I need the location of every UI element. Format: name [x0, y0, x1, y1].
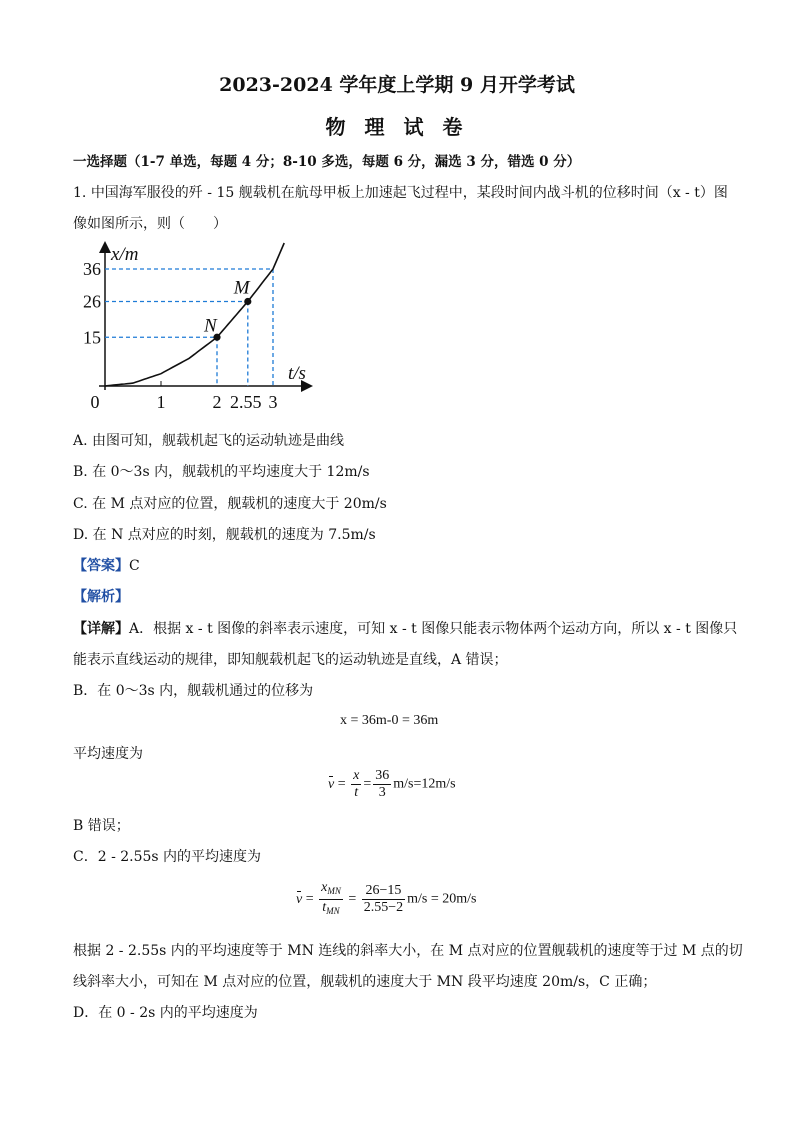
avg-velocity-label: 平均速度为	[73, 746, 143, 762]
y-tick-label: 36	[83, 259, 101, 279]
detail-label: 【详解】	[73, 621, 129, 637]
equation-result: m/s = 20m/s	[407, 891, 477, 907]
detail-line2: 能表示直线运动的规律，即知舰载机起飞的运动轨迹是直线，A 错误；	[73, 652, 508, 668]
fraction-x-mn-over-t-mn	[319, 880, 343, 919]
fraction-36-over-3	[373, 768, 391, 801]
b-explanation: B．在 0～3s 内，舰载机通过的位移为	[73, 683, 314, 699]
y-tick-label: 26	[83, 291, 101, 312]
equation-displacement: x = 36m-0 = 36m	[340, 713, 439, 728]
frac-num-var: x	[321, 880, 328, 895]
frac-den-var: t	[322, 900, 327, 915]
option-c: C. 在 M 点对应的位置，舰载机的速度大于 20m/s	[73, 496, 387, 512]
frac-den: 3	[378, 785, 386, 800]
frac-den: 2.55−2	[363, 900, 404, 915]
equation-average-velocity: v = $\frac{x}{t}$ = $\frac{36}{3}$ m/s=12m/s	[328, 768, 456, 800]
subscript-mn: MN	[326, 906, 340, 916]
v-bar-symbol: v	[328, 776, 335, 792]
equation-result: m/s=12m/s	[393, 776, 456, 792]
x-tick-label: 2.55	[230, 392, 262, 412]
origin-label: 0	[90, 392, 100, 412]
x-t-graph	[78, 238, 338, 413]
v-bar-symbol: v	[296, 891, 303, 907]
exam-title: 2023-2024 学年度上学期 9 月开学考试	[219, 74, 575, 96]
answer-line	[73, 556, 140, 576]
c-explanation: C．2 - 2.55s 内的平均速度为	[73, 849, 262, 865]
x-tick-label: 1	[156, 392, 166, 412]
question-stem-text: 中国海军服役的歼 - 15 舰载机在航母甲板上加速起飞过程中，某段时间内战斗机的位移时间（x - t）图	[90, 185, 728, 201]
y-tick-label: 15	[83, 327, 101, 348]
x-axis-label: t/s	[288, 363, 306, 384]
option-d: D. 在 N 点对应的时刻，舰载机的速度为 7.5m/s	[73, 527, 376, 543]
frac-den: t	[354, 785, 359, 800]
question-stem-line1	[73, 183, 728, 203]
y-axis-label: x/m	[111, 244, 139, 265]
answer-value: C	[129, 558, 140, 574]
answer-label: 【答案】	[73, 558, 129, 574]
exam-subject: 物 理 试 卷	[325, 115, 469, 139]
subscript-mn: MN	[327, 886, 341, 896]
fraction-x-over-t	[351, 768, 361, 801]
equation-mn-velocity: v = $\frac{x_{MN}}{t_{MN}}$ = $\frac{26-15}{2.55-2}$ m/s = 20m/s	[296, 880, 477, 919]
frac-num: x	[353, 768, 360, 783]
question-number: 1.	[73, 185, 87, 201]
d-explanation: D．在 0 - 2s 内的平均速度为	[73, 1005, 258, 1021]
b-wrong: B 错误；	[73, 818, 130, 834]
x-tick-label: 3	[268, 392, 278, 412]
point-m	[244, 298, 251, 305]
question-stem-line2: 像如图所示，则（ ）	[73, 216, 227, 232]
point-label-n: N	[204, 315, 217, 337]
detail-line1	[73, 619, 737, 639]
frac-num: 36	[375, 768, 390, 783]
detail-text1: A．根据 x - t 图像的斜率表示速度，可知 x - t 图像只能表示物体两个运动方向，所以 x - t 图像只	[129, 621, 738, 637]
frac-num: 26−15	[362, 883, 405, 900]
option-b: B. 在 0～3s 内，舰载机的平均速度大于 12m/s	[73, 464, 370, 480]
section-heading: 一选择题（1-7 单选，每题 4 分；8-10 多选，每题 6 分，漏选 3 分，错选 0 分）	[73, 154, 581, 170]
option-a: A. 由图可知，舰载机起飞的运动轨迹是曲线	[73, 433, 345, 449]
c-explanation-line3: 线斜率大小，可知在 M 点对应的位置，舰载机的速度大于 MN 段平均速度 20m/s，C 正确；	[73, 974, 657, 990]
c-explanation-line2: 根据 2 - 2.55s 内的平均速度等于 MN 连线的斜率大小，在 M 点对应的位置舰载机的速度等于过 M 点的切	[73, 943, 743, 959]
analysis-label: 【解析】	[73, 589, 129, 605]
analysis-line	[73, 587, 129, 607]
fraction-numeric	[362, 883, 405, 916]
x-tick-label: 2	[212, 392, 222, 412]
point-label-m: M	[233, 277, 250, 299]
